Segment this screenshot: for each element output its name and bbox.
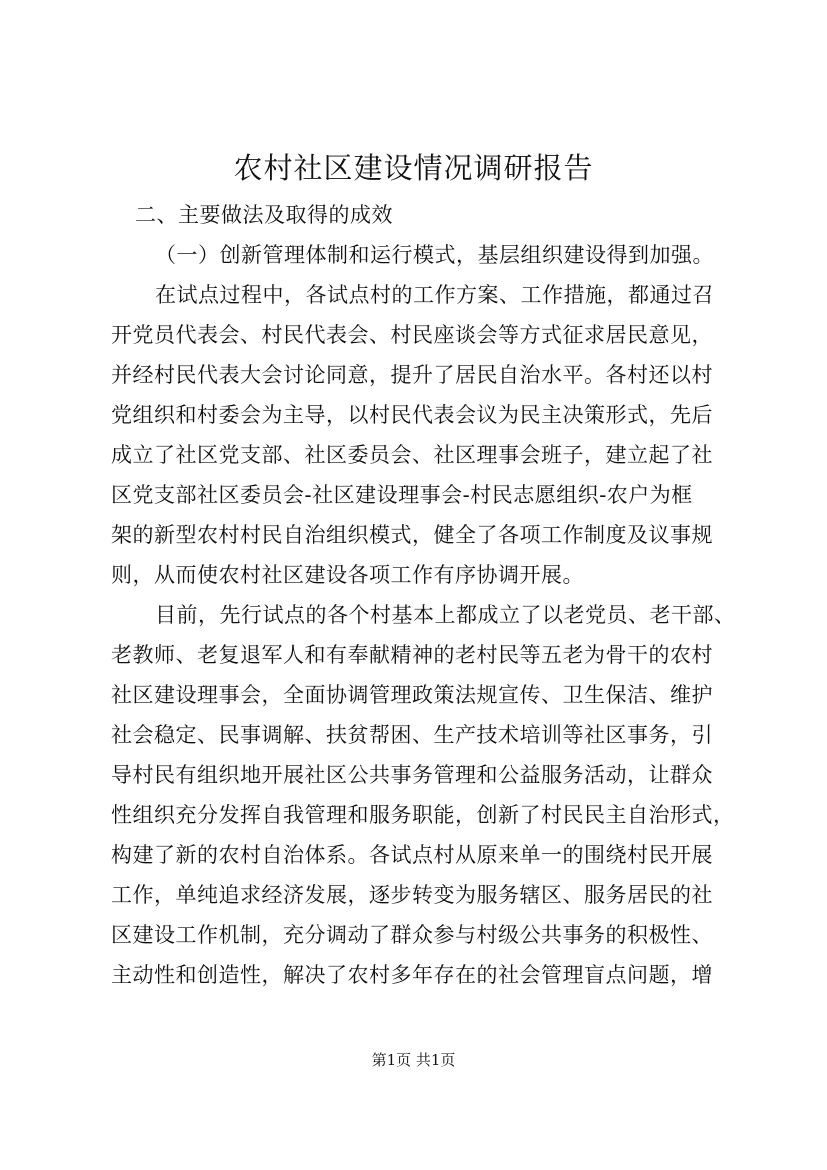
paragraph-line: 则，从而使农村社区建设各项工作有序协调开展。 (111, 563, 584, 587)
paragraph-line: 党组织和村委会为主导，以村民代表会议为民主决策形式，先后 (111, 403, 713, 427)
document-body (111, 195, 747, 995)
page-footer: 第1页 共1页 (371, 1051, 456, 1069)
paragraph-line: 社会稳定、民事调解、扶贫帮困、生产技术培训等社区事务，引 (111, 723, 713, 747)
paragraph-line: 目前，先行试点的各个村基本上都成立了以老党员、老干部、 (155, 603, 736, 627)
paragraph-line: 开党员代表会、村民代表会、村民座谈会等方式征求居民意见， (111, 323, 713, 347)
paragraph-line: 主动性和创造性，解决了农村多年存在的社会管理盲点问题，增 (111, 963, 713, 987)
paragraph-line: 社区建设理事会，全面协调管理政策法规宣传、卫生保洁、维护 (111, 683, 713, 707)
paragraph-line: 并经村民代表大会讨论同意，提升了居民自治水平。各村还以村 (111, 363, 713, 387)
paragraph-line: 工作，单纯追求经济发展，逐步转变为服务辖区、服务居民的社 (111, 883, 713, 907)
paragraph-line: 架的新型农村村民自治组织模式，健全了各项工作制度及议事规 (111, 523, 713, 547)
paragraph-line: 成立了社区党支部、社区委员会、社区理事会班子，建立起了社 (111, 443, 713, 467)
paragraph-line: 区建设工作机制，充分调动了群众参与村级公共事务的积极性、 (111, 923, 713, 947)
subsection-heading: （一）创新管理体制和运行模式，基层组织建设得到加强。 (155, 243, 714, 267)
paragraph-line: 性组织充分发挥自我管理和服务职能，创新了村民民主自治形式， (111, 803, 735, 827)
section-heading: 二、主要做法及取得的成效 (135, 203, 393, 227)
paragraph-line: 区党支部社区委员会-社区建设理事会-村民志愿组织-农户为框 (111, 483, 693, 507)
paragraph-line: 构建了新的农村自治体系。各试点村从原来单一的围绕村民开展 (111, 843, 713, 867)
paragraph-line: 导村民有组织地开展社区公共事务管理和公益服务活动，让群众 (111, 763, 713, 787)
paragraph-line: 老教师、老复退军人和有奉献精神的老村民等五老为骨干的农村 (111, 643, 713, 667)
paragraph-line: 在试点过程中，各试点村的工作方案、工作措施，都通过召 (155, 283, 714, 307)
document-title: 农村社区建设情况调研报告 (233, 151, 594, 185)
